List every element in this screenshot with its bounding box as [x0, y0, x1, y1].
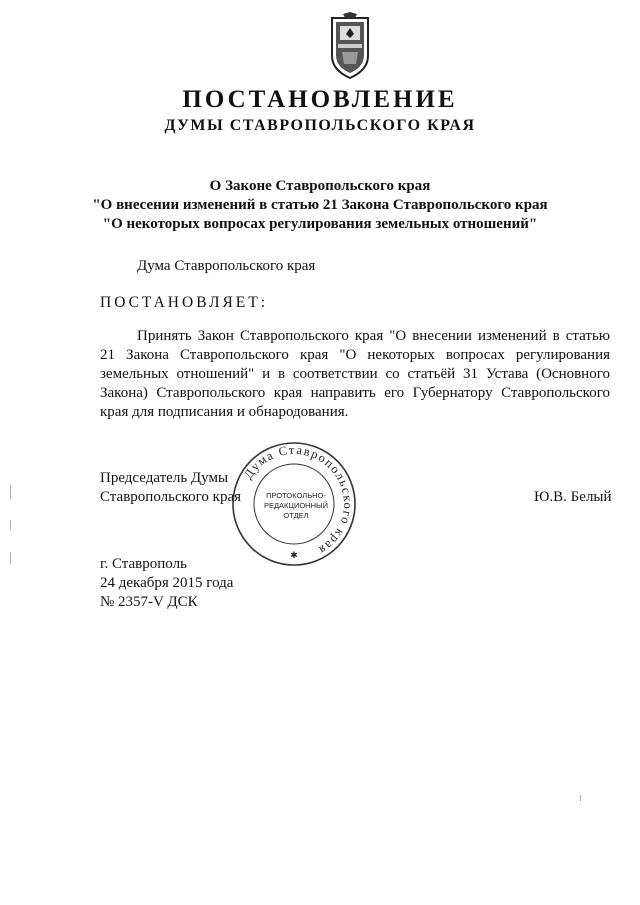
decree-word: ПОСТАНОВЛЯЕТ:	[100, 294, 269, 311]
coat-of-arms-icon	[326, 12, 374, 82]
document-title: ПОСТАНОВЛЕНИЕ	[182, 86, 458, 113]
scan-artifact	[10, 520, 11, 530]
date-of-issue: 24 декабря 2015 года	[100, 575, 234, 591]
subject-line-1: О Законе Ставропольского края	[209, 178, 431, 194]
signer-position-line-2: Ставропольского края	[100, 489, 241, 505]
stamp-star-icon: ✱	[290, 550, 298, 560]
issuing-body: Дума Ставропольского края	[137, 258, 316, 274]
subject-line-2: "О внесении изменений в статью 21 Закона Ставропольского края	[92, 197, 548, 213]
document-number: № 2357-V ДСК	[100, 594, 198, 610]
scan-artifact	[10, 485, 11, 499]
stamp-inner-line-3: ОТДЕЛ	[283, 511, 309, 520]
subject-line-3: "О некоторых вопросах регулирования земельных отношений"	[102, 216, 538, 232]
signer-name: Ю.В. Белый	[534, 489, 612, 505]
document-subtitle: ДУМЫ СТАВРОПОЛЬСКОГО КРАЯ	[164, 117, 476, 134]
place-of-issue: г. Ставрополь	[100, 556, 187, 572]
signer-position-line-1: Председатель Думы	[100, 470, 229, 486]
stamp-inner-line-2: РЕДАКЦИОННЫЙ	[263, 501, 329, 510]
stamp-inner-line-1: ПРОТОКОЛЬНО-	[266, 491, 326, 500]
official-stamp	[230, 440, 358, 568]
stamp-ring-text: Дума Ставропольского края	[240, 442, 356, 558]
scan-artifact	[10, 552, 11, 564]
scan-artifact	[580, 795, 581, 801]
decree-paragraph	[100, 327, 610, 422]
decree-paragraph-text: Принять Закон Ставропольского края "О внесении изменений в статью 21 Закона Ставропольского края "О некоторых вопросах регулирования земельных отношений" и в соответствии со статьёй 31 Устава (Основного Закона) Ставропольского края направить его Губернатору Ставропольского края для подписания и обнародования.	[100, 328, 610, 420]
